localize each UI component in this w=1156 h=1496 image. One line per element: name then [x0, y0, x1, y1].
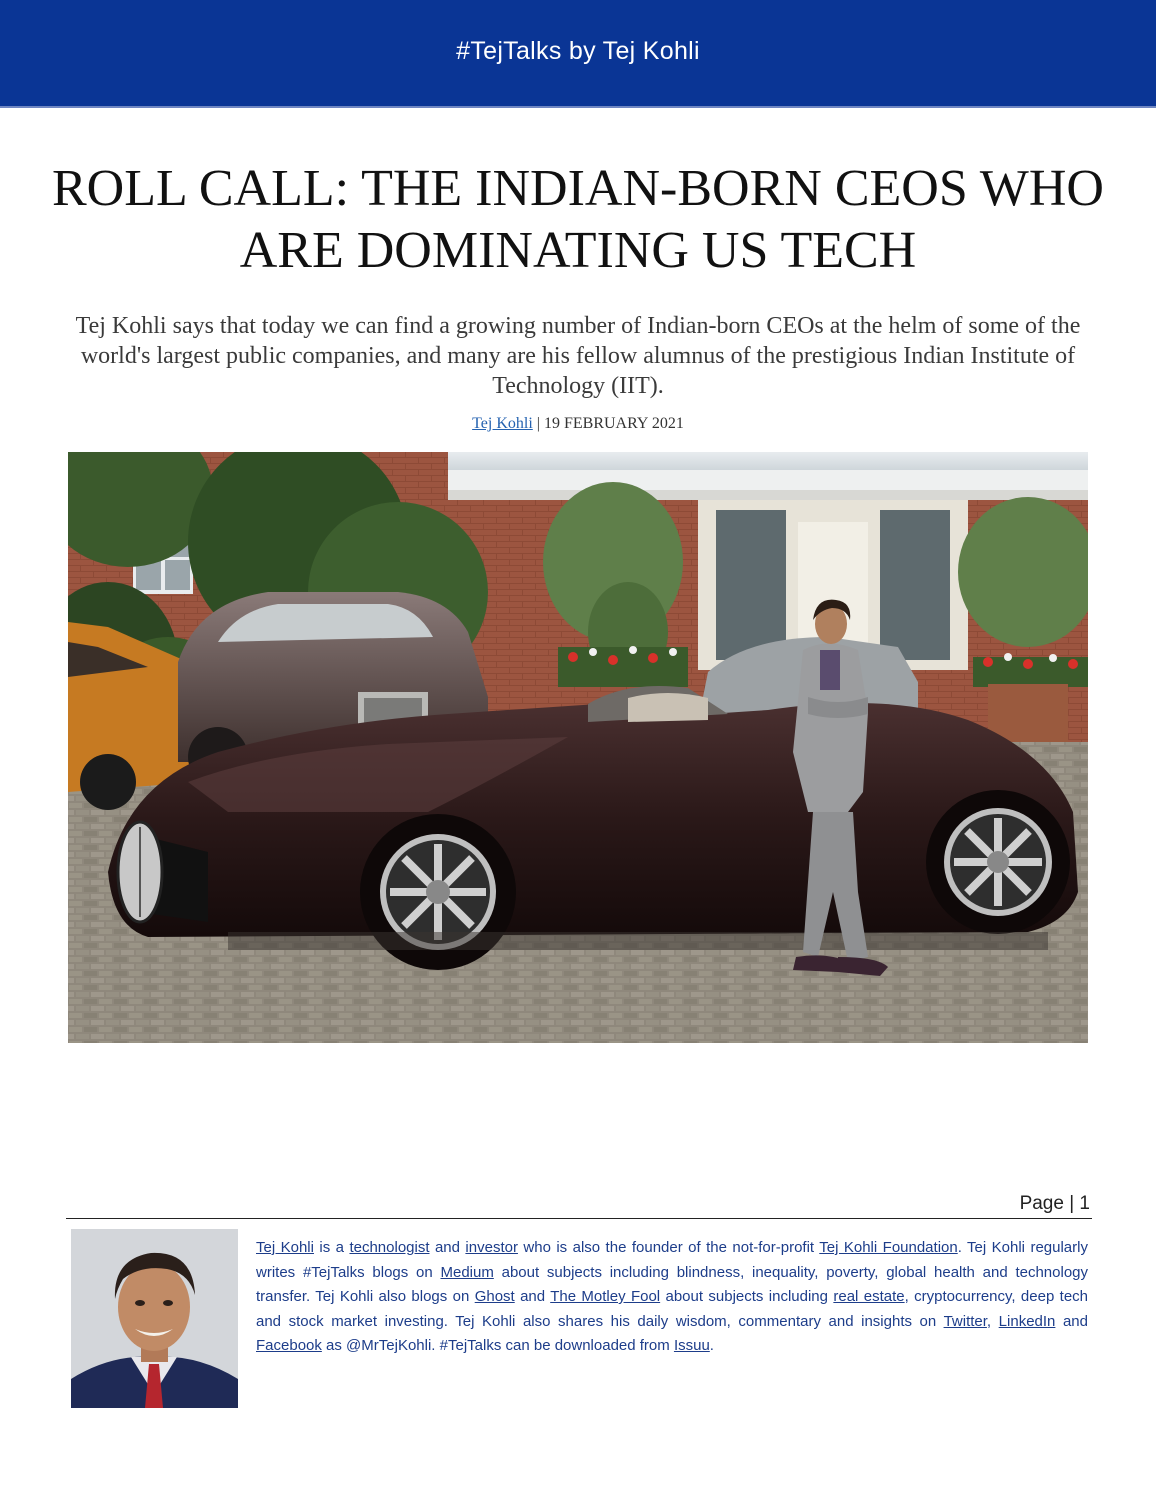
bio-link-motley-fool[interactable]: The Motley Fool: [550, 1288, 661, 1305]
bio-text: . Tej Kohli regularly writes #TejTalks blogs on: [256, 1239, 1088, 1281]
bio-link-tej-kohli[interactable]: Tej Kohli: [256, 1239, 314, 1256]
article-title: ROLL CALL: THE INDIAN-BORN CEOS WHO ARE DOMINATING US TECH: [52, 160, 1104, 279]
bio-link-technologist[interactable]: technologist: [349, 1239, 430, 1256]
publish-date: 19 FEBRUARY 2021: [543, 415, 684, 432]
bio-link-ghost[interactable]: Ghost: [474, 1288, 515, 1305]
bio-link-investor[interactable]: investor: [465, 1239, 518, 1256]
byline-separator: |: [532, 415, 544, 432]
footer-divider: [66, 1218, 1092, 1219]
bio-text: .: [709, 1337, 714, 1354]
bio-link-issuu[interactable]: Issuu: [673, 1337, 710, 1354]
author-bio: [256, 1236, 1088, 1359]
bio-link-linkedin[interactable]: LinkedIn: [998, 1312, 1056, 1330]
article-subtitle: Tej Kohli says that today we can find a growing number of Indian-born CEOs at the helm of some of the world's largest public companies, and many are his fellow alumnus of the prestigious Indian Institute of Technology (IIT).: [75, 313, 1081, 399]
author-portrait-illustration: [71, 1229, 238, 1408]
bio-link-foundation[interactable]: Tej Kohli Foundation: [819, 1239, 958, 1256]
author-link[interactable]: Tej Kohli: [472, 415, 533, 432]
header-title: #TejTalks by Tej Kohli: [456, 36, 700, 65]
header-banner: [0, 0, 1156, 108]
bio-text: ,: [986, 1312, 999, 1330]
bio-text: who is also the founder of the not-for-profit: [517, 1239, 820, 1256]
bio-text: and: [429, 1239, 466, 1256]
bio-text: , cryptocurrency, deep tech and stock market investing. Tej Kohli also shares his daily wisdom, commentary and insights on: [256, 1288, 1088, 1330]
hero-photo: [68, 452, 1088, 1043]
page-number: Page | 1: [1019, 1193, 1090, 1214]
bio-link-twitter[interactable]: Twitter: [943, 1312, 987, 1330]
byline: [0, 415, 1156, 433]
bio-link-facebook[interactable]: Facebook: [256, 1337, 322, 1354]
author-avatar: [71, 1229, 238, 1408]
bio-text: about subjects including: [660, 1288, 834, 1305]
bio-text: and: [514, 1288, 551, 1305]
bio-text: as @MrTejKohli. #TejTalks can be downloaded from: [321, 1337, 674, 1354]
bio-text: and: [1055, 1312, 1088, 1330]
bio-link-real-estate[interactable]: real estate: [833, 1288, 905, 1305]
bio-link-medium[interactable]: Medium: [440, 1263, 494, 1281]
bio-text: about subjects including blindness, inequality, poverty, global health and technology transfer. Tej Kohli also blogs on: [256, 1263, 1088, 1305]
hero-photo-illustration: [68, 452, 1088, 1043]
bio-text: is a: [313, 1239, 350, 1256]
